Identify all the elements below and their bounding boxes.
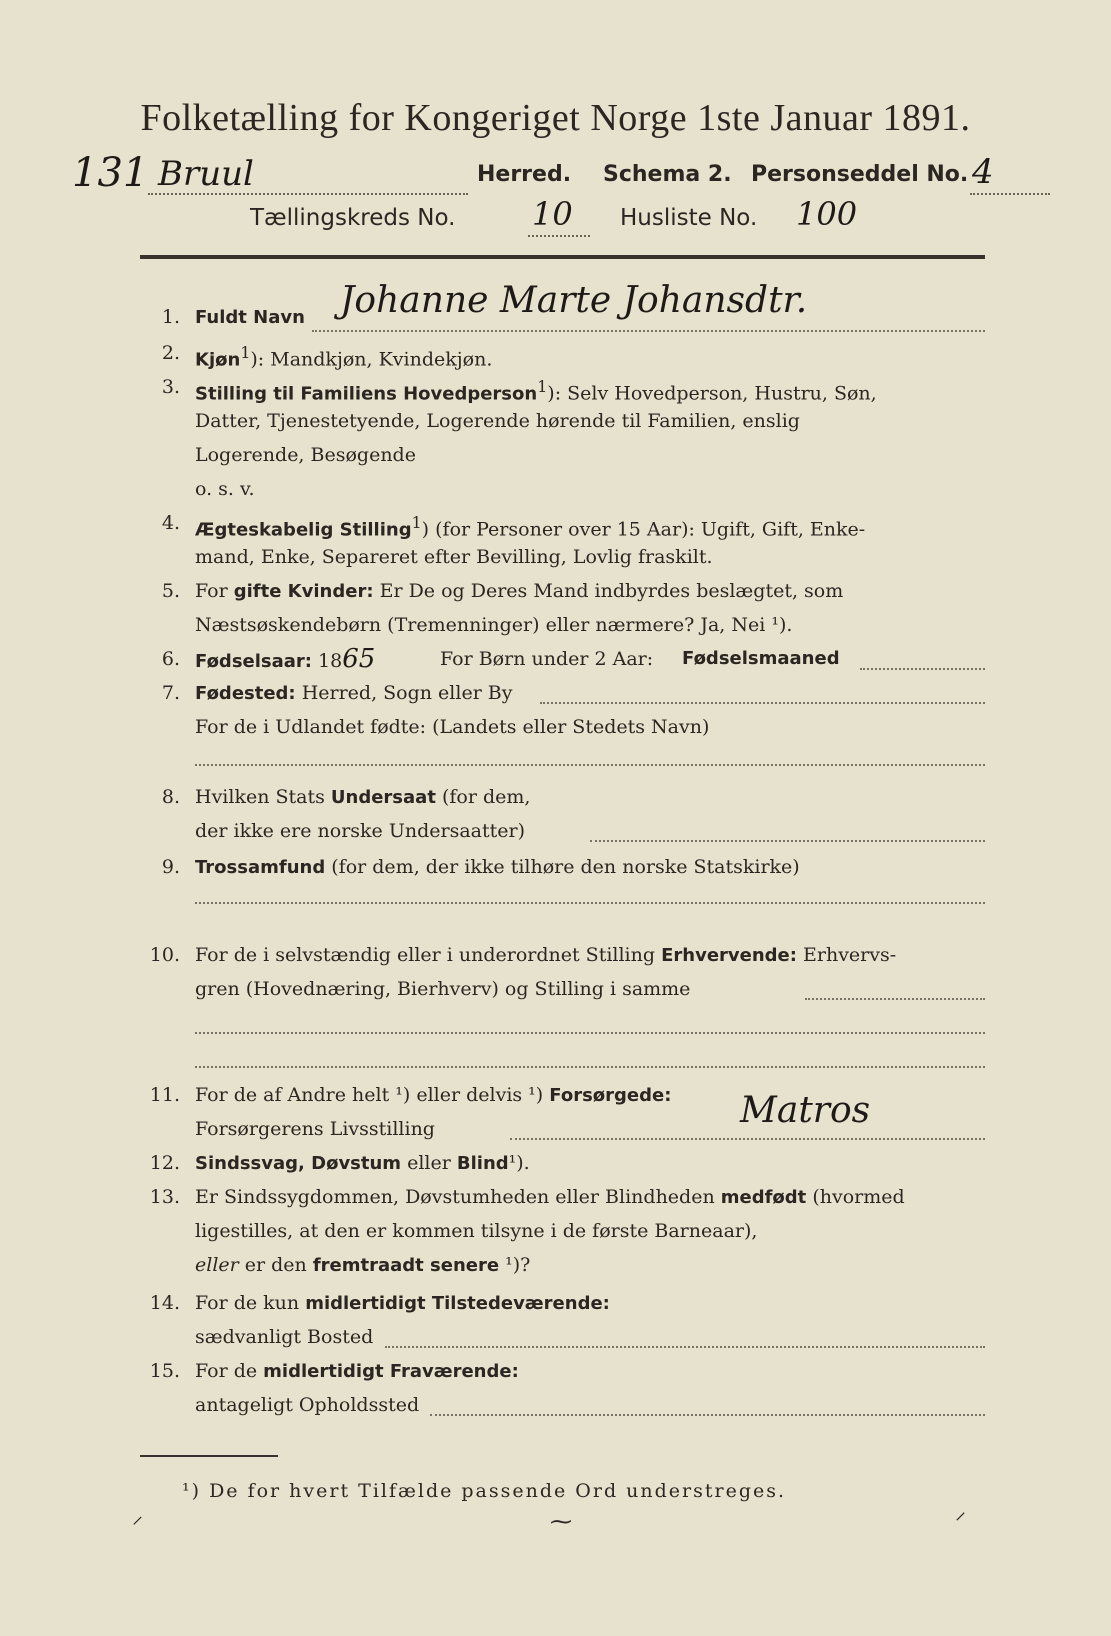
item-number: 12. [149,1152,180,1174]
header-line-2 [70,195,981,245]
form-title: Folketælling for Kongeriget Norge 1ste Januar 1891. [140,97,971,139]
name-fill-line [312,330,985,332]
item-options: ): Mandkjøn, Kvindekjøn. [250,348,493,371]
footnote-rule [140,1455,278,1457]
provider-occupation-answer: Matros [740,1090,871,1131]
item-label: gifte Kvinder: [233,581,374,602]
name-answer: Johanne Marte Johansdtr. [340,280,808,321]
header-line-1 [70,150,994,200]
schema-label: Schema 2. [603,162,732,187]
item-number: 4. [161,512,180,534]
item-number: 1. [161,306,180,328]
item-number: 3. [161,376,180,398]
item-number: 13. [149,1186,180,1208]
kreds-number: 10 [532,195,573,233]
item-number: 9. [161,856,180,878]
margin-mark-center: ⁓ [550,1510,572,1535]
item-label: midlertidigt Tilstedeværende: [305,1293,610,1314]
item-number: 11. [149,1084,180,1106]
husliste-label: Husliste No. [620,205,758,231]
item-number: 15. [149,1360,180,1382]
item-number: 8. [161,786,180,808]
item-number: 10. [149,944,180,966]
item-number: 7. [161,682,180,704]
item-label: Sindssvag, Døvstum [195,1153,402,1174]
header-rule [140,255,985,259]
margin-mark-right: ⸍ [955,1509,967,1534]
item-number: 5. [161,580,180,602]
margin-mark-left: ⸝ [132,1504,144,1529]
census-form: Folketælling for Kongeriget Norge 1ste Januar 1891. 131 Bruul Herred. Schema 2. Personseddel No. 4 Tællingskreds No. 10 Husliste No. 100 1. Fuldt Navn Johanne Marte Johansdtr. 2. Kjøn$^1$): Mandkjøn, Kvindekjøn. 3. Stilling til Familiens Hovedperson$^1$): Selv Hovedperson, Hustru, Søn, Datter, Tjenestetyende, Logerende hørende til Familien, enslig Logerende, Besøgende o. s. v. 4. Ægteskabelig Stilling$^1$) (for Personer over 15 Aar): Ugift, Gift, Enke- mand, Enke, Separeret efter Bevilling, Lovlig fraskilt. 5. For gifte Kvinder: Er De og Deres Mand indbyrdes beslægtet, som Næstsøskendebørn (Tremenninger) eller nærmere? Ja, Nei ¹). 6. Fødselsaar: 1865 For Børn under 2 Aar: Fødselsmaaned 7. Fødested: Herred, Sogn eller By For de i Udlandet fødte: (Landets eller Stedets Navn) 8. Hvilken Stats Undersaat (for dem, der ikke ere norske Undersaatter) 9. Trossamfund (for dem, der ikke tilhøre den norske Statskirke) 10. For de i selvstændig eller i underordnet Stilling Erhvervende: Erhvervs- gren (Hovednæring, Bierhverv) og Stilling i samme 11. For de af Andre helt ¹) eller delvis ¹) Forsørgede: Forsørgerens Livsstilling Matros 12. Sindssvag, Døvstum eller Blind¹). 13. Er Sindssygdommen, Døvstumheden eller Blindheden medfødt (hvormed ligestilles, at den er kommen tilsyne i de første Barneaar), eller er den fremtraadt senere ¹)? 14. For de kun midlertidigt Tilstedeværende: sædvanligt Bosted 15. For de midlertidigt Fraværende: antageligt Opholdssted ¹) De for hvert Tilfælde passende Ord understreges. ⸝ ⁓ ⸍ [0,0,1111,1636]
herred-label: Herred. [477,162,572,187]
item-label: Ægteskabelig Stilling [195,519,412,541]
item-options: ): Selv Hovedperson, Hustru, Søn, [547,382,877,405]
item-label: medfødt [720,1187,807,1208]
personseddel-dotted-line [970,193,1050,195]
item-label: Erhvervende: [661,945,797,966]
item-number: 14. [149,1292,180,1314]
husliste-number: 100 [796,195,858,233]
page-number: 131 [72,150,149,196]
personseddel-label: Personseddel No. [751,162,969,187]
kreds-label: Tællingskreds No. [250,205,456,231]
item-label: Fuldt Navn [195,307,305,328]
kreds-dotted-line [528,235,590,237]
herred-name: Bruul [158,154,254,194]
item-label: Fødested: [195,683,296,704]
item-label: Forsørgede: [549,1085,672,1106]
item-label: midlertidigt Fraværende: [263,1361,519,1382]
herred-dotted-line [148,193,468,195]
item-label: Fødselsaar: [195,651,312,672]
personseddel-number: 4 [972,152,994,192]
item-label: Kjøn [195,349,241,371]
item-number: 2. [161,342,180,364]
item-label: Undersaat [330,787,436,808]
birth-year-answer: 65 [342,644,376,674]
item-options: ) (for Personer over 15 Aar): Ugift, Gift, Enke- [421,518,866,541]
item-number: 6. [161,648,180,670]
item-label: Stilling til Familiens Hovedperson [195,383,538,405]
item-label: Trossamfund [195,857,326,878]
footnote: ¹) De for hvert Tilfælde passende Ord understreges. [182,1480,787,1502]
